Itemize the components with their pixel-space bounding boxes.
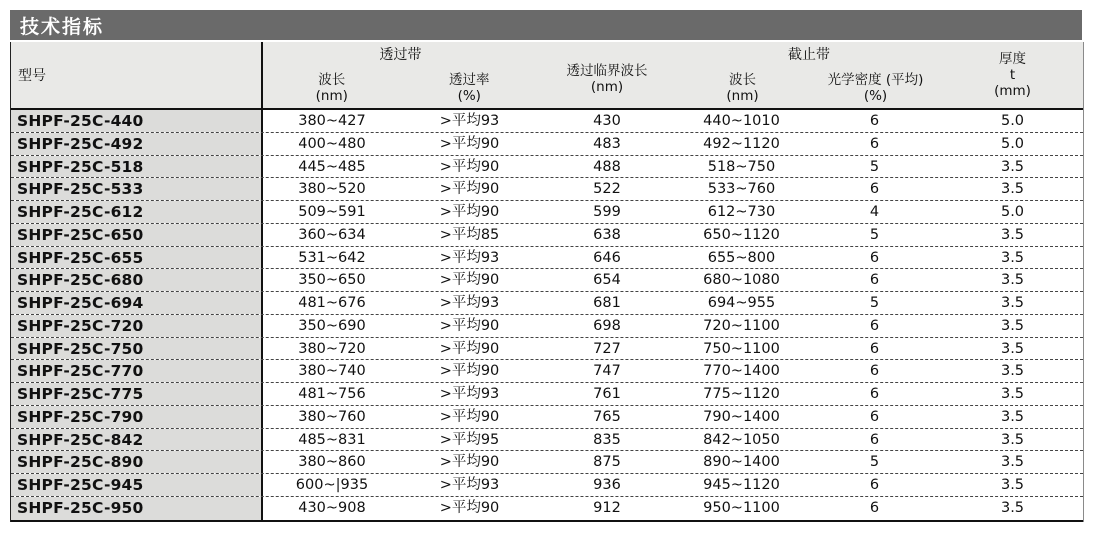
cell-model: SHPF-25C-842 [11,429,263,451]
cell-stop_wl: 890~1400 [703,454,780,471]
header-group-stop-band [676,42,942,108]
cell-od: 6 [869,340,880,357]
cell-od: 6 [869,386,880,402]
header-group-pass-band [263,42,538,108]
cell-stop_wl: 842~1050 [703,431,780,448]
table-row [11,201,1083,224]
cell-cuton: 646 [593,249,621,266]
header-stop-wavelength [676,72,809,108]
header-pass-band-title: 透过带 [379,47,422,63]
cell-pass_wl: 350~650 [298,272,366,289]
cell-model: SHPF-25C-492 [11,133,263,155]
cell-t: 3.5 [1000,181,1025,198]
cell-model: SHPF-25C-440 [11,110,263,132]
cell-pass_wl: 380~520 [298,181,366,198]
cell-trans: >平均93 [439,113,500,129]
cell-pass_wl: 380~740 [298,363,366,380]
cell-model: SHPF-25C-518 [11,156,263,178]
cell-cuton: 522 [593,181,621,198]
cell-od: 6 [869,272,880,289]
cell-stop_wl: 750~1100 [703,340,780,357]
cell-cuton: 654 [593,272,621,289]
cell-t: 3.5 [1000,408,1025,425]
cell-pass_wl: 400~480 [298,135,366,152]
cell-cuton: 912 [593,499,621,516]
cell-stop_wl: 655~800 [707,249,776,266]
cell-pass_wl: 445~485 [298,158,366,175]
table-row [11,383,1083,406]
header-pass-wavelength-unit: (nm) [315,88,348,104]
cell-od: 6 [869,499,880,516]
cell-trans: >平均90 [439,340,500,357]
header-thickness-symbol: t [1009,67,1016,83]
cell-t: 3.5 [1000,226,1025,243]
cell-pass_wl: 380~860 [298,454,366,471]
cell-od: 5 [869,454,880,471]
cell-cuton: 599 [593,204,621,220]
cell-cuton: 875 [593,454,621,471]
cell-model: SHPF-25C-680 [11,269,263,291]
table-row [11,133,1083,156]
cell-stop_wl: 492~1120 [703,135,780,152]
cell-od: 6 [869,408,880,425]
cell-trans: >平均90 [439,363,500,380]
section-title-bar [10,10,1082,40]
header-pass-wavelength-label: 波长 [318,72,346,88]
cell-trans: >平均90 [439,204,500,220]
table-row [11,429,1083,452]
cell-trans: >平均90 [439,158,500,175]
cell-pass_wl: 600~|935 [295,477,369,493]
cell-t: 3.5 [1000,386,1025,402]
cell-od: 6 [869,249,880,266]
table-row [11,292,1083,315]
cell-trans: >平均90 [439,499,500,516]
cell-t: 3.5 [1000,272,1025,289]
cell-od: 6 [869,181,880,198]
cell-stop_wl: 533~760 [707,181,776,198]
cell-pass_wl: 380~427 [298,113,366,129]
cell-model: SHPF-25C-790 [11,406,263,428]
cell-model: SHPF-25C-950 [11,497,263,520]
cell-od: 5 [869,158,880,175]
header-thickness [942,42,1083,108]
table-row [11,224,1083,247]
cell-pass_wl: 350~690 [298,317,366,334]
spec-table [10,42,1084,522]
cell-cuton: 430 [593,113,621,129]
header-model-label: 型号 [18,68,46,84]
cell-pass_wl: 380~760 [298,408,366,425]
header-stop-band-title: 截止带 [788,47,830,63]
cell-od: 4 [869,204,880,220]
table-row [11,451,1083,474]
cell-model: SHPF-25C-694 [11,292,263,314]
cell-model: SHPF-25C-612 [11,201,263,223]
cell-t: 3.5 [1000,363,1025,380]
cell-t: 5.0 [1000,135,1025,152]
cell-trans: >平均95 [439,431,500,448]
cell-model: SHPF-25C-650 [11,224,263,246]
cell-model: SHPF-25C-775 [11,383,263,405]
table-row [11,247,1083,270]
cell-pass_wl: 481~756 [298,386,366,402]
cell-cuton: 483 [593,135,621,152]
cell-trans: >平均85 [439,226,500,243]
cell-od: 6 [869,363,880,380]
cell-pass_wl: 360~634 [298,226,366,243]
cell-t: 3.5 [1000,454,1025,471]
header-thickness-unit: (mm) [994,83,1031,99]
cell-stop_wl: 950~1100 [703,499,780,516]
table-row [11,360,1083,383]
header-pass-wavelength [263,72,401,108]
cell-stop_wl: 518~750 [707,158,776,175]
cell-cuton: 765 [593,408,621,425]
cell-trans: >平均90 [439,135,500,152]
header-cuton-label: 透过临界波长 [566,63,648,79]
cell-od: 5 [869,295,880,311]
header-thickness-label: 厚度 [999,51,1026,67]
cell-stop_wl: 440~1010 [703,113,780,129]
cell-trans: >平均93 [439,386,500,402]
cell-t: 5.0 [1000,204,1025,220]
cell-od: 6 [869,431,880,448]
table-row [11,338,1083,361]
cell-pass_wl: 380~720 [298,340,366,357]
cell-cuton: 681 [593,295,621,311]
header-stop-band-subcolumns [676,64,942,108]
cell-trans: >平均90 [439,181,500,198]
table-row [11,156,1083,179]
cell-cuton: 488 [593,158,621,175]
cell-trans: >平均90 [439,272,500,289]
cell-t: 3.5 [1000,317,1025,334]
cell-cuton: 835 [593,431,621,448]
cell-stop_wl: 680~1080 [703,272,780,289]
header-stop-wavelength-label: 波长 [729,72,756,88]
cell-od: 6 [869,477,880,493]
header-transmittance-label: 透过率 [449,72,490,88]
table-body [11,110,1083,522]
cell-t: 3.5 [1000,295,1025,311]
header-transmittance [401,72,539,108]
table-row [11,406,1083,429]
cell-model: SHPF-25C-720 [11,315,263,337]
cell-pass_wl: 485~831 [298,431,366,448]
header-pass-band-subcolumns [263,64,538,108]
cell-cuton: 638 [593,226,621,243]
cell-trans: >平均90 [439,454,500,471]
cell-t: 3.5 [1000,249,1025,266]
cell-trans: >平均93 [439,249,500,266]
cell-stop_wl: 720~1100 [703,317,780,334]
table-row [11,474,1083,497]
cell-model: SHPF-25C-750 [11,338,263,360]
cell-stop_wl: 775~1120 [703,386,780,402]
cell-stop_wl: 650~1120 [703,226,780,243]
cell-od: 6 [869,135,880,152]
cell-pass_wl: 531~642 [298,249,366,266]
cell-cuton: 698 [593,317,621,334]
cell-od: 5 [869,226,880,243]
table-row [11,110,1083,133]
cell-model: SHPF-25C-945 [11,474,263,496]
cell-cuton: 936 [593,477,621,493]
cell-cuton: 727 [593,340,621,357]
cell-t: 3.5 [1000,431,1025,448]
cell-pass_wl: 430~908 [298,499,366,516]
cell-model: SHPF-25C-655 [11,247,263,269]
cell-trans: >平均93 [439,295,500,311]
cell-t: 3.5 [1000,477,1025,493]
header-optical-density-label: 光学密度 (平均) [827,72,924,88]
cell-stop_wl: 694~955 [707,295,776,311]
cell-trans: >平均93 [439,477,500,493]
header-cuton-unit: (nm) [590,79,624,95]
cell-model: SHPF-25C-533 [11,178,263,200]
header-optical-density-unit: (%) [863,88,888,104]
cell-cuton: 761 [593,386,621,402]
cell-stop_wl: 790~1400 [703,408,780,425]
cell-pass_wl: 509~591 [298,204,366,220]
cell-cuton: 747 [593,363,621,380]
cell-pass_wl: 481~676 [298,295,366,311]
cell-stop_wl: 770~1400 [703,363,780,380]
cell-stop_wl: 945~1120 [703,477,780,493]
cell-trans: >平均90 [439,317,500,334]
cell-trans: >平均90 [439,408,500,425]
cell-od: 6 [869,317,880,334]
header-cuton-wavelength [538,42,676,108]
cell-t: 3.5 [1000,158,1025,175]
table-row [11,497,1083,520]
cell-od: 6 [869,113,880,129]
cell-t: 5.0 [1000,113,1025,129]
cell-stop_wl: 612~730 [707,204,776,220]
cell-t: 3.5 [1000,499,1025,516]
table-header [11,42,1083,110]
cell-model: SHPF-25C-770 [11,360,263,382]
cell-t: 3.5 [1000,340,1025,357]
header-model [11,42,263,108]
header-transmittance-unit: (%) [457,88,481,104]
table-row [11,269,1083,292]
table-row [11,315,1083,338]
table-row [11,178,1083,201]
cell-model: SHPF-25C-890 [11,451,263,473]
section-title: 技术指标 [20,15,105,38]
header-optical-density [809,72,942,108]
header-stop-wavelength-unit: (nm) [726,88,759,104]
